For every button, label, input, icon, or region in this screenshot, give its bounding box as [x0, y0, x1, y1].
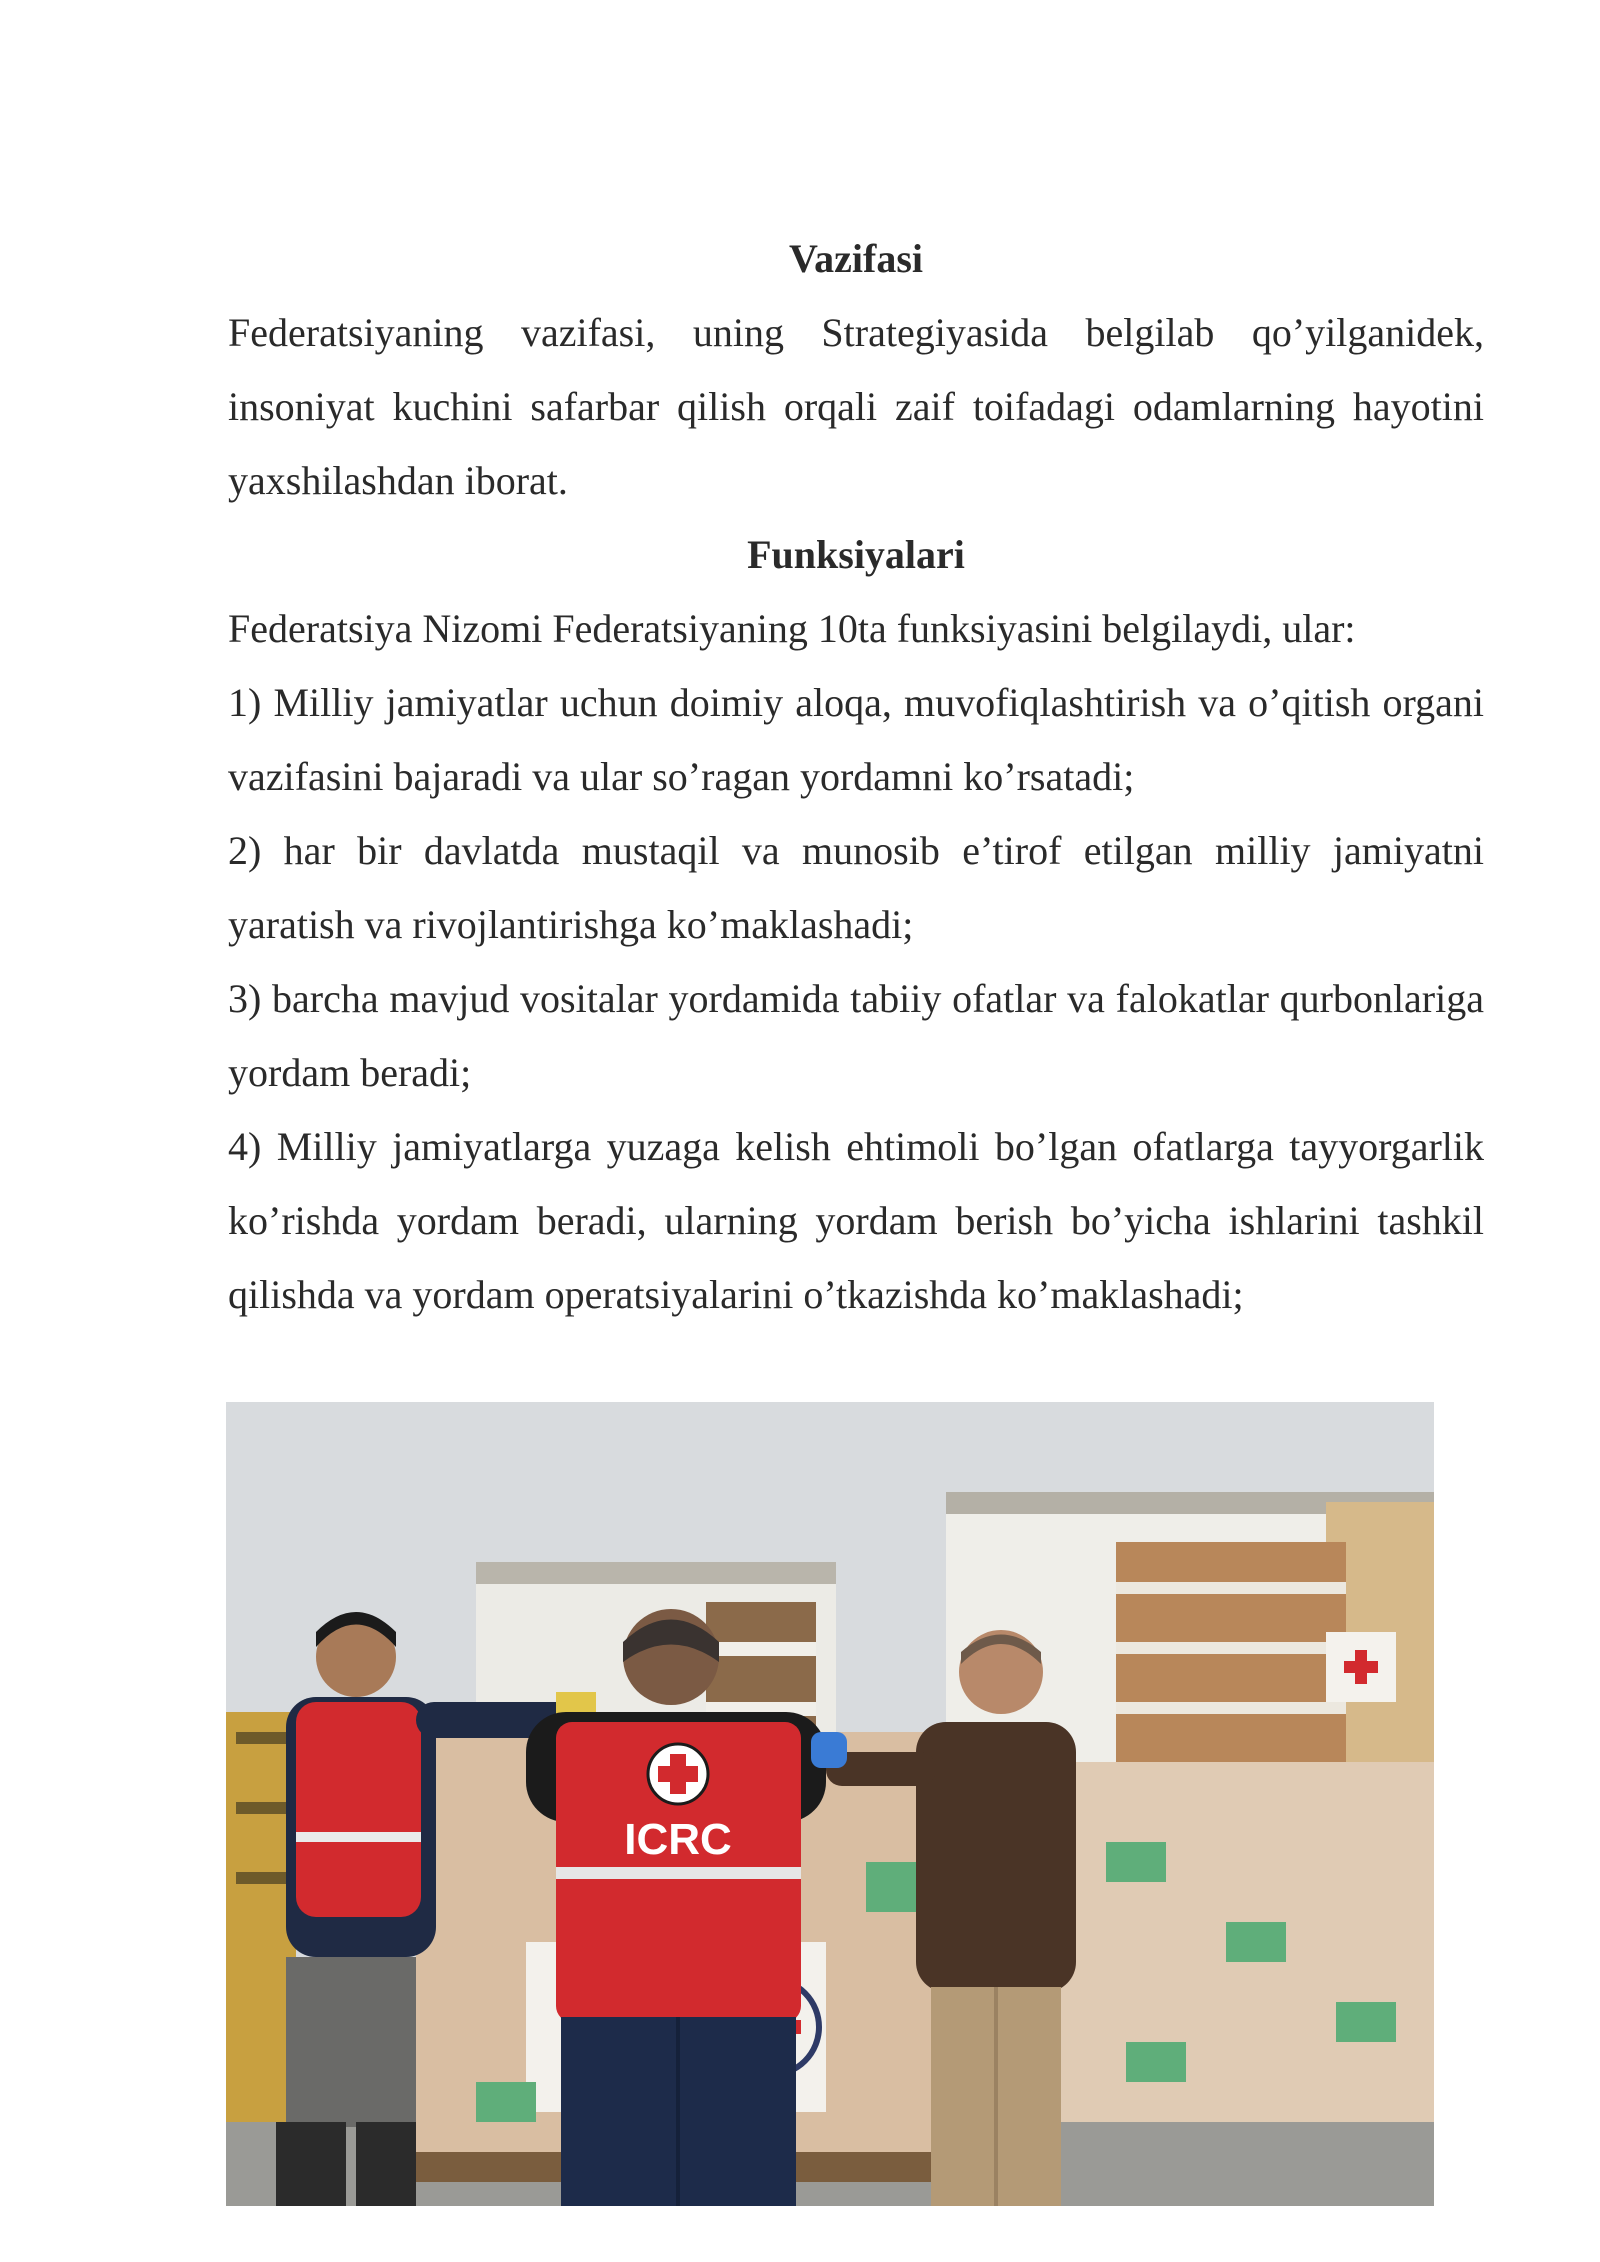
list-item-2: 2) har bir davlatda mustaqil va munosib e’tirof etilgan milliy jamiyatni yaratish va rivojlantirishga ko’maklashadi; — [228, 828, 1484, 947]
vest-label-icrc: ICRC — [624, 1815, 732, 1864]
list-item-4: 4) Milliy jamiyatlarga yuzaga kelish ehtimoli bo’lgan ofatlarga tayyorgarlik ko’rishda yordam beradi, ularning yordam berish bo’yicha ishlarini tashkil qilishda va yordam operatsiyalarini o’tkazishda ko’maklashadi; — [228, 1124, 1484, 1317]
paragraph-vazifasi: Federatsiyaning vazifasi, uning Strategiyasida belgilab qo’yilganidek, insoniyat kuchini safarbar qilish orqali zaif toifadagi odamlarning hayotini yaxshilashdan iborat. — [228, 310, 1484, 503]
list-item-1: 1) Milliy jamiyatlar uchun doimiy aloqa, muvofiqlashtirish va o’qitish organi vazifasini bajaradi va ular so’ragan yordamni ko’rsatadi; — [228, 680, 1484, 799]
photo-aid-workers-wrapping-pallets — [226, 1402, 1434, 2206]
list-item-3: 3) barcha mavjud vositalar yordamida tabiiy ofatlar va falokatlar qurbonlariga yordam beradi; — [228, 976, 1484, 1095]
photo-illustration — [226, 1402, 1434, 2206]
document-body — [228, 222, 1484, 1332]
yellow-structure — [226, 1712, 296, 2122]
section-heading-vazifasi: Vazifasi — [788, 236, 924, 281]
section-heading-funksiyalari: Funksiyalari — [747, 532, 965, 577]
paragraph-intro: Federatsiya Nizomi Federatsiyaning 10ta funksiyasini belgilaydi, ular: — [228, 606, 1356, 651]
